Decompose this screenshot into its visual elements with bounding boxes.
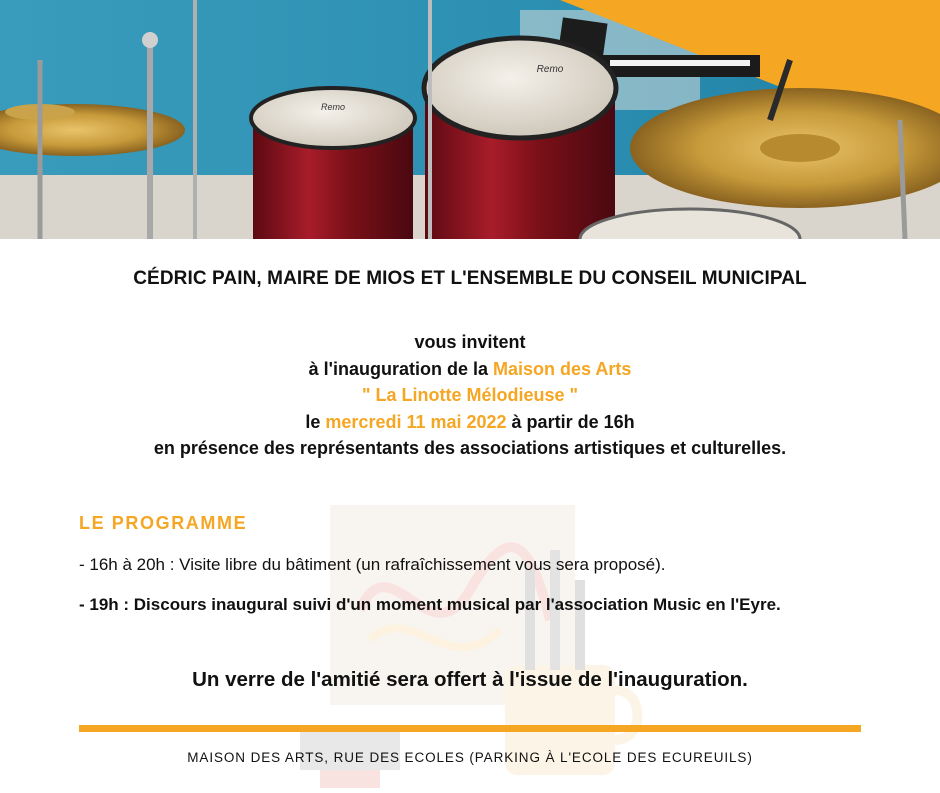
invitation-block bbox=[0, 329, 940, 462]
invitation-line-5: en présence des représentants des associations artistiques et culturelles. bbox=[153, 438, 787, 458]
drum-brand-logo-right: Remo bbox=[536, 64, 564, 75]
venue-address: MAISON DES ARTS, RUE DES ECOLES (PARKING À L'ECOLE DES ECUREUILS) bbox=[187, 750, 753, 765]
invitation-line-1: vous invitent bbox=[414, 332, 526, 352]
drum-brand-logo-left: Remo bbox=[320, 102, 346, 112]
invitation-line-4 bbox=[0, 409, 940, 436]
invitation-line-2 bbox=[0, 356, 940, 383]
date-prefix: le bbox=[305, 411, 326, 432]
venue-subtitle: " La Linotte Mélodieuse " bbox=[361, 385, 579, 405]
programme-item: - 16h à 20h : Visite libre du bâtiment (un rafraîchissement vous sera proposé). bbox=[79, 555, 666, 574]
closing-line: Un verre de l'amitié sera offert à l'issue de l'inauguration. bbox=[192, 668, 748, 691]
invitation-line-2-prefix: à l'inauguration de la bbox=[308, 358, 493, 379]
organizer-heading: CÉDRIC PAIN, MAIRE DE MIOS ET L'ENSEMBLE DU CONSEIL MUNICIPAL bbox=[133, 268, 807, 289]
header-photo-drum-kit bbox=[0, 0, 940, 239]
background-art-illustration bbox=[300, 480, 660, 788]
programme-item: - 19h : Discours inaugural suivi d'un moment musical par l'association Music en l'Eyre. bbox=[79, 595, 781, 614]
event-time: à partir de 16h bbox=[506, 411, 635, 432]
programme-title: LE PROGRAMME bbox=[79, 513, 248, 533]
venue-name-highlight: Maison des Arts bbox=[492, 358, 632, 379]
event-date-highlight: mercredi 11 mai 2022 bbox=[325, 411, 507, 432]
footer-divider bbox=[79, 725, 861, 732]
